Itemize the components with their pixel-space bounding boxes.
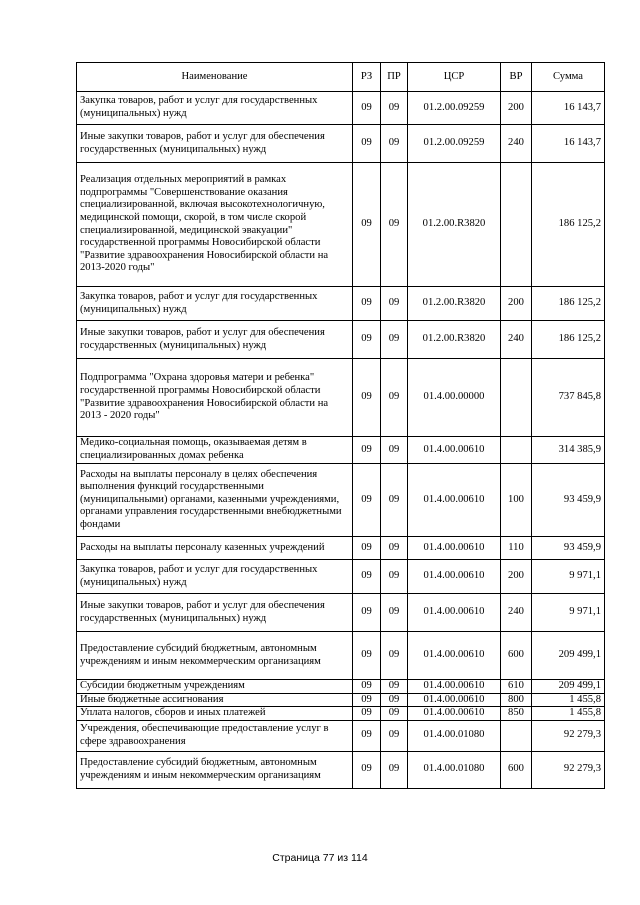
cell-csr: 01.2.00.09259 — [408, 92, 501, 125]
cell-sum: 737 845,8 — [532, 359, 605, 437]
cell-name: Подпрограмма "Охрана здоровья матери и ребенка" государственной программы Новосибирской области "Развитие здравоохранения Новосибирской области на 2013 - 2020 годы" — [77, 359, 353, 437]
cell-csr: 01.4.00.01080 — [408, 720, 501, 751]
cell-csr: 01.4.00.00610 — [408, 707, 501, 721]
cell-name: Уплата налогов, сборов и иных платежей — [77, 707, 353, 721]
cell-rz: 09 — [353, 321, 381, 359]
cell-pr: 09 — [381, 125, 408, 163]
cell-pr: 09 — [381, 537, 408, 560]
page-number: Страница 77 из 114 — [272, 852, 368, 864]
cell-vr: 800 — [501, 693, 532, 707]
cell-vr — [501, 720, 532, 751]
cell-name: Закупка товаров, работ и услуг для государственных (муниципальных) нужд — [77, 560, 353, 594]
cell-pr: 09 — [381, 693, 408, 707]
cell-rz: 09 — [353, 693, 381, 707]
cell-name: Иные закупки товаров, работ и услуг для обеспечения государственных (муниципальных) нужд — [77, 321, 353, 359]
cell-rz: 09 — [353, 464, 381, 537]
cell-pr: 09 — [381, 464, 408, 537]
cell-rz: 09 — [353, 680, 381, 694]
cell-csr: 01.4.00.00610 — [408, 464, 501, 537]
cell-csr: 01.4.00.00610 — [408, 693, 501, 707]
cell-name: Иные закупки товаров, работ и услуг для обеспечения государственных (муниципальных) нужд — [77, 594, 353, 632]
cell-csr: 01.4.00.00610 — [408, 680, 501, 694]
table-row — [77, 594, 605, 632]
cell-sum: 9 971,1 — [532, 560, 605, 594]
cell-rz: 09 — [353, 751, 381, 788]
table-row — [77, 751, 605, 788]
cell-rz: 09 — [353, 537, 381, 560]
table-row — [77, 464, 605, 537]
cell-name: Закупка товаров, работ и услуг для государственных (муниципальных) нужд — [77, 92, 353, 125]
cell-csr: 01.2.00.R3820 — [408, 163, 501, 287]
cell-pr: 09 — [381, 594, 408, 632]
table-body — [77, 92, 605, 789]
cell-csr: 01.4.00.00610 — [408, 632, 501, 680]
cell-sum: 92 279,3 — [532, 751, 605, 788]
cell-rz: 09 — [353, 720, 381, 751]
cell-name: Закупка товаров, работ и услуг для государственных (муниципальных) нужд — [77, 287, 353, 321]
table-row — [77, 680, 605, 694]
cell-rz: 09 — [353, 594, 381, 632]
cell-sum: 1 455,8 — [532, 707, 605, 721]
cell-vr: 600 — [501, 632, 532, 680]
budget-table — [76, 62, 605, 789]
cell-pr: 09 — [381, 680, 408, 694]
cell-rz: 09 — [353, 560, 381, 594]
cell-pr: 09 — [381, 720, 408, 751]
table-row — [77, 720, 605, 751]
cell-name: Расходы на выплаты персоналу казенных учреждений — [77, 537, 353, 560]
cell-vr: 240 — [501, 321, 532, 359]
cell-name: Иные бюджетные ассигнования — [77, 693, 353, 707]
header-row — [77, 63, 605, 92]
cell-rz: 09 — [353, 632, 381, 680]
cell-sum: 186 125,2 — [532, 163, 605, 287]
cell-sum: 314 385,9 — [532, 437, 605, 464]
cell-name: Предоставление субсидий бюджетным, автономным учреждениям и иным некоммерческим организациям — [77, 632, 353, 680]
cell-csr: 01.4.00.01080 — [408, 751, 501, 788]
cell-vr: 240 — [501, 125, 532, 163]
cell-name: Субсидии бюджетным учреждениям — [77, 680, 353, 694]
cell-sum: 92 279,3 — [532, 720, 605, 751]
cell-rz: 09 — [353, 437, 381, 464]
cell-csr: 01.4.00.00610 — [408, 594, 501, 632]
table-row — [77, 359, 605, 437]
cell-name: Учреждения, обеспечивающие предоставление услуг в сфере здравоохранения — [77, 720, 353, 751]
cell-rz: 09 — [353, 125, 381, 163]
cell-name: Реализация отдельных мероприятий в рамках подпрограммы "Совершенствование оказания специализированной, включая высокотехнологичную, медицинской помощи, скорой, в том числе скорой специализированной, медицинской эвакуации" государственной программы Новосибирской области "Развитие здравоохранения Новосибирской области на 2013-2020 годы" — [77, 163, 353, 287]
header-vr: ВР — [501, 63, 532, 92]
cell-sum: 209 499,1 — [532, 680, 605, 694]
cell-name: Иные закупки товаров, работ и услуг для обеспечения государственных (муниципальных) нужд — [77, 125, 353, 163]
cell-vr — [501, 437, 532, 464]
table-row — [77, 92, 605, 125]
cell-sum: 93 459,9 — [532, 464, 605, 537]
cell-csr: 01.2.00.R3820 — [408, 287, 501, 321]
header-sum: Сумма — [532, 63, 605, 92]
cell-sum: 186 125,2 — [532, 287, 605, 321]
cell-rz: 09 — [353, 163, 381, 287]
cell-sum: 1 455,8 — [532, 693, 605, 707]
cell-sum: 209 499,1 — [532, 632, 605, 680]
table-row — [77, 125, 605, 163]
header-rz: РЗ — [353, 63, 381, 92]
cell-vr — [501, 359, 532, 437]
cell-csr: 01.4.00.00610 — [408, 560, 501, 594]
cell-sum: 186 125,2 — [532, 321, 605, 359]
cell-pr: 09 — [381, 287, 408, 321]
table-row — [77, 632, 605, 680]
cell-csr: 01.2.00.R3820 — [408, 321, 501, 359]
table-row — [77, 437, 605, 464]
cell-pr: 09 — [381, 359, 408, 437]
table-row — [77, 693, 605, 707]
cell-csr: 01.2.00.09259 — [408, 125, 501, 163]
cell-rz: 09 — [353, 707, 381, 721]
table-row — [77, 163, 605, 287]
cell-csr: 01.4.00.00610 — [408, 537, 501, 560]
cell-vr: 100 — [501, 464, 532, 537]
header-name: Наименование — [77, 63, 353, 92]
table-row — [77, 707, 605, 721]
cell-vr: 200 — [501, 92, 532, 125]
cell-pr: 09 — [381, 632, 408, 680]
cell-name: Расходы на выплаты персоналу в целях обеспечения выполнения функций государственными (муниципальными) органами, казенными учреждениями, органами управления государственными внебюджетными фондами — [77, 464, 353, 537]
cell-sum: 16 143,7 — [532, 92, 605, 125]
cell-vr: 600 — [501, 751, 532, 788]
cell-vr: 850 — [501, 707, 532, 721]
cell-vr: 610 — [501, 680, 532, 694]
cell-rz: 09 — [353, 92, 381, 125]
cell-vr: 200 — [501, 287, 532, 321]
cell-rz: 09 — [353, 287, 381, 321]
table-row — [77, 537, 605, 560]
table-row — [77, 287, 605, 321]
cell-sum: 9 971,1 — [532, 594, 605, 632]
cell-pr: 09 — [381, 321, 408, 359]
cell-sum: 93 459,9 — [532, 537, 605, 560]
cell-pr: 09 — [381, 560, 408, 594]
cell-rz: 09 — [353, 359, 381, 437]
cell-pr: 09 — [381, 437, 408, 464]
table-row — [77, 560, 605, 594]
cell-name: Предоставление субсидий бюджетным, автономным учреждениям и иным некоммерческим организациям — [77, 751, 353, 788]
cell-csr: 01.4.00.00000 — [408, 359, 501, 437]
cell-pr: 09 — [381, 163, 408, 287]
cell-vr: 240 — [501, 594, 532, 632]
cell-vr — [501, 163, 532, 287]
cell-vr: 110 — [501, 537, 532, 560]
header-pr: ПР — [381, 63, 408, 92]
cell-name: Медико-социальная помощь, оказываемая детям в специализированных домах ребенка — [77, 437, 353, 464]
cell-pr: 09 — [381, 751, 408, 788]
cell-pr: 09 — [381, 707, 408, 721]
cell-sum: 16 143,7 — [532, 125, 605, 163]
header-csr: ЦСР — [408, 63, 501, 92]
cell-csr: 01.4.00.00610 — [408, 437, 501, 464]
cell-vr: 200 — [501, 560, 532, 594]
cell-pr: 09 — [381, 92, 408, 125]
table-row — [77, 321, 605, 359]
